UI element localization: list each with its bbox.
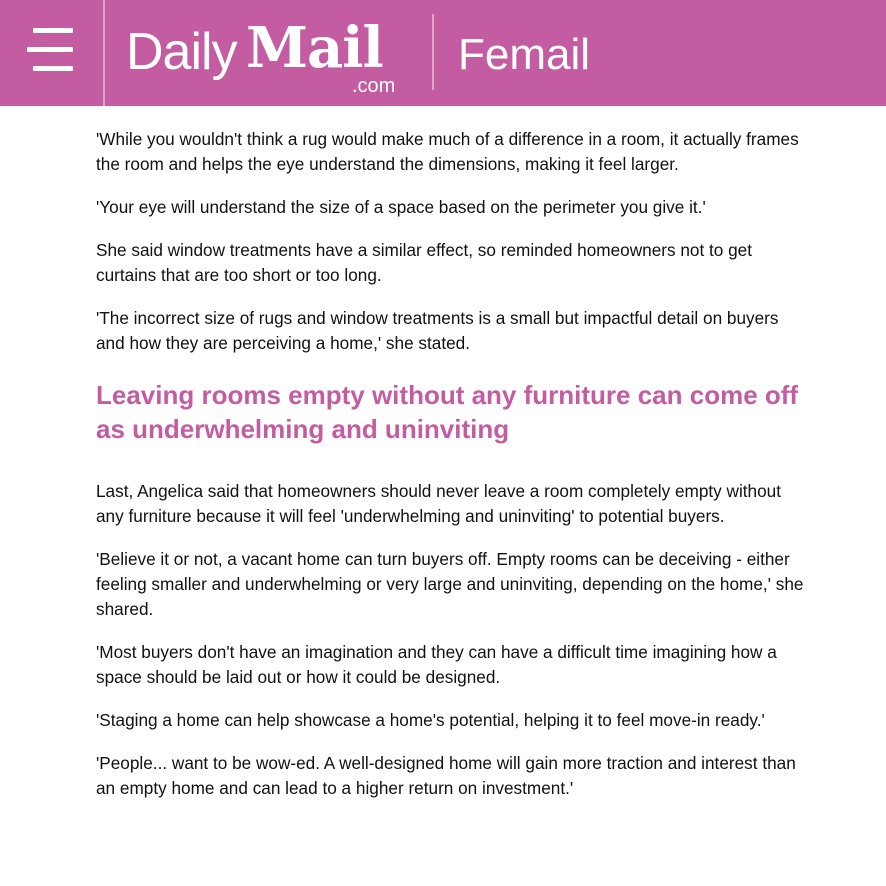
site-header [0, 0, 886, 106]
menu-line [27, 47, 73, 52]
article-paragraph: 'While you wouldn't think a rug would make much of a difference in a room, it actually frames the room and helps the eye understand the dimensions, making it feel larger. [96, 129, 799, 174]
hamburger-menu-icon[interactable] [27, 28, 73, 76]
header-divider [103, 0, 105, 106]
article-paragraph: She said window treatments have a similar effect, so reminded homeowners not to get curtains that are too short or too long. [96, 240, 753, 285]
article-subheading: Leaving rooms empty without any furniture can come off as underwhelming and uninviting [96, 380, 799, 444]
article-paragraph: 'The incorrect size of rugs and window treatments is a small but impactful detail on buyers and how they are perceiving a home,' she stated. [96, 308, 779, 353]
article-paragraph: 'Your eye will understand the size of a space based on the perimeter you give it.' [96, 197, 706, 217]
logo-domain-text: .com [352, 75, 396, 97]
article-paragraph: Last, Angelica said that homeowners should never leave a room completely empty without any furniture because it will feel 'underwhelming and uninviting' to potential buyers. [96, 481, 782, 526]
article-paragraph: 'Most buyers don't have an imagination and they can have a difficult time imagining how a space should be laid out or how it could be designed. [96, 642, 777, 687]
article-paragraph: 'Believe it or not, a vacant home can turn buyers off. Empty rooms can be deceiving - either feeling smaller and underwhelming or very large and uninviting, depending on the home,' she shared. [96, 549, 804, 619]
article-body [96, 127, 808, 819]
section-title-femail[interactable]: Femail [458, 30, 591, 79]
article-paragraph: 'Staging a home can help showcase a home's potential, helping it to feel move-in ready.' [96, 710, 765, 730]
header-divider [432, 14, 434, 90]
logo-mail-text: Mail [246, 15, 383, 81]
menu-line [33, 28, 73, 33]
logo-daily-text: Daily [126, 23, 237, 81]
menu-line [33, 66, 73, 71]
article-paragraph: 'People... want to be wow-ed. A well-designed home will gain more traction and interest than an empty home and can lead to a higher return on investment.' [96, 753, 796, 798]
